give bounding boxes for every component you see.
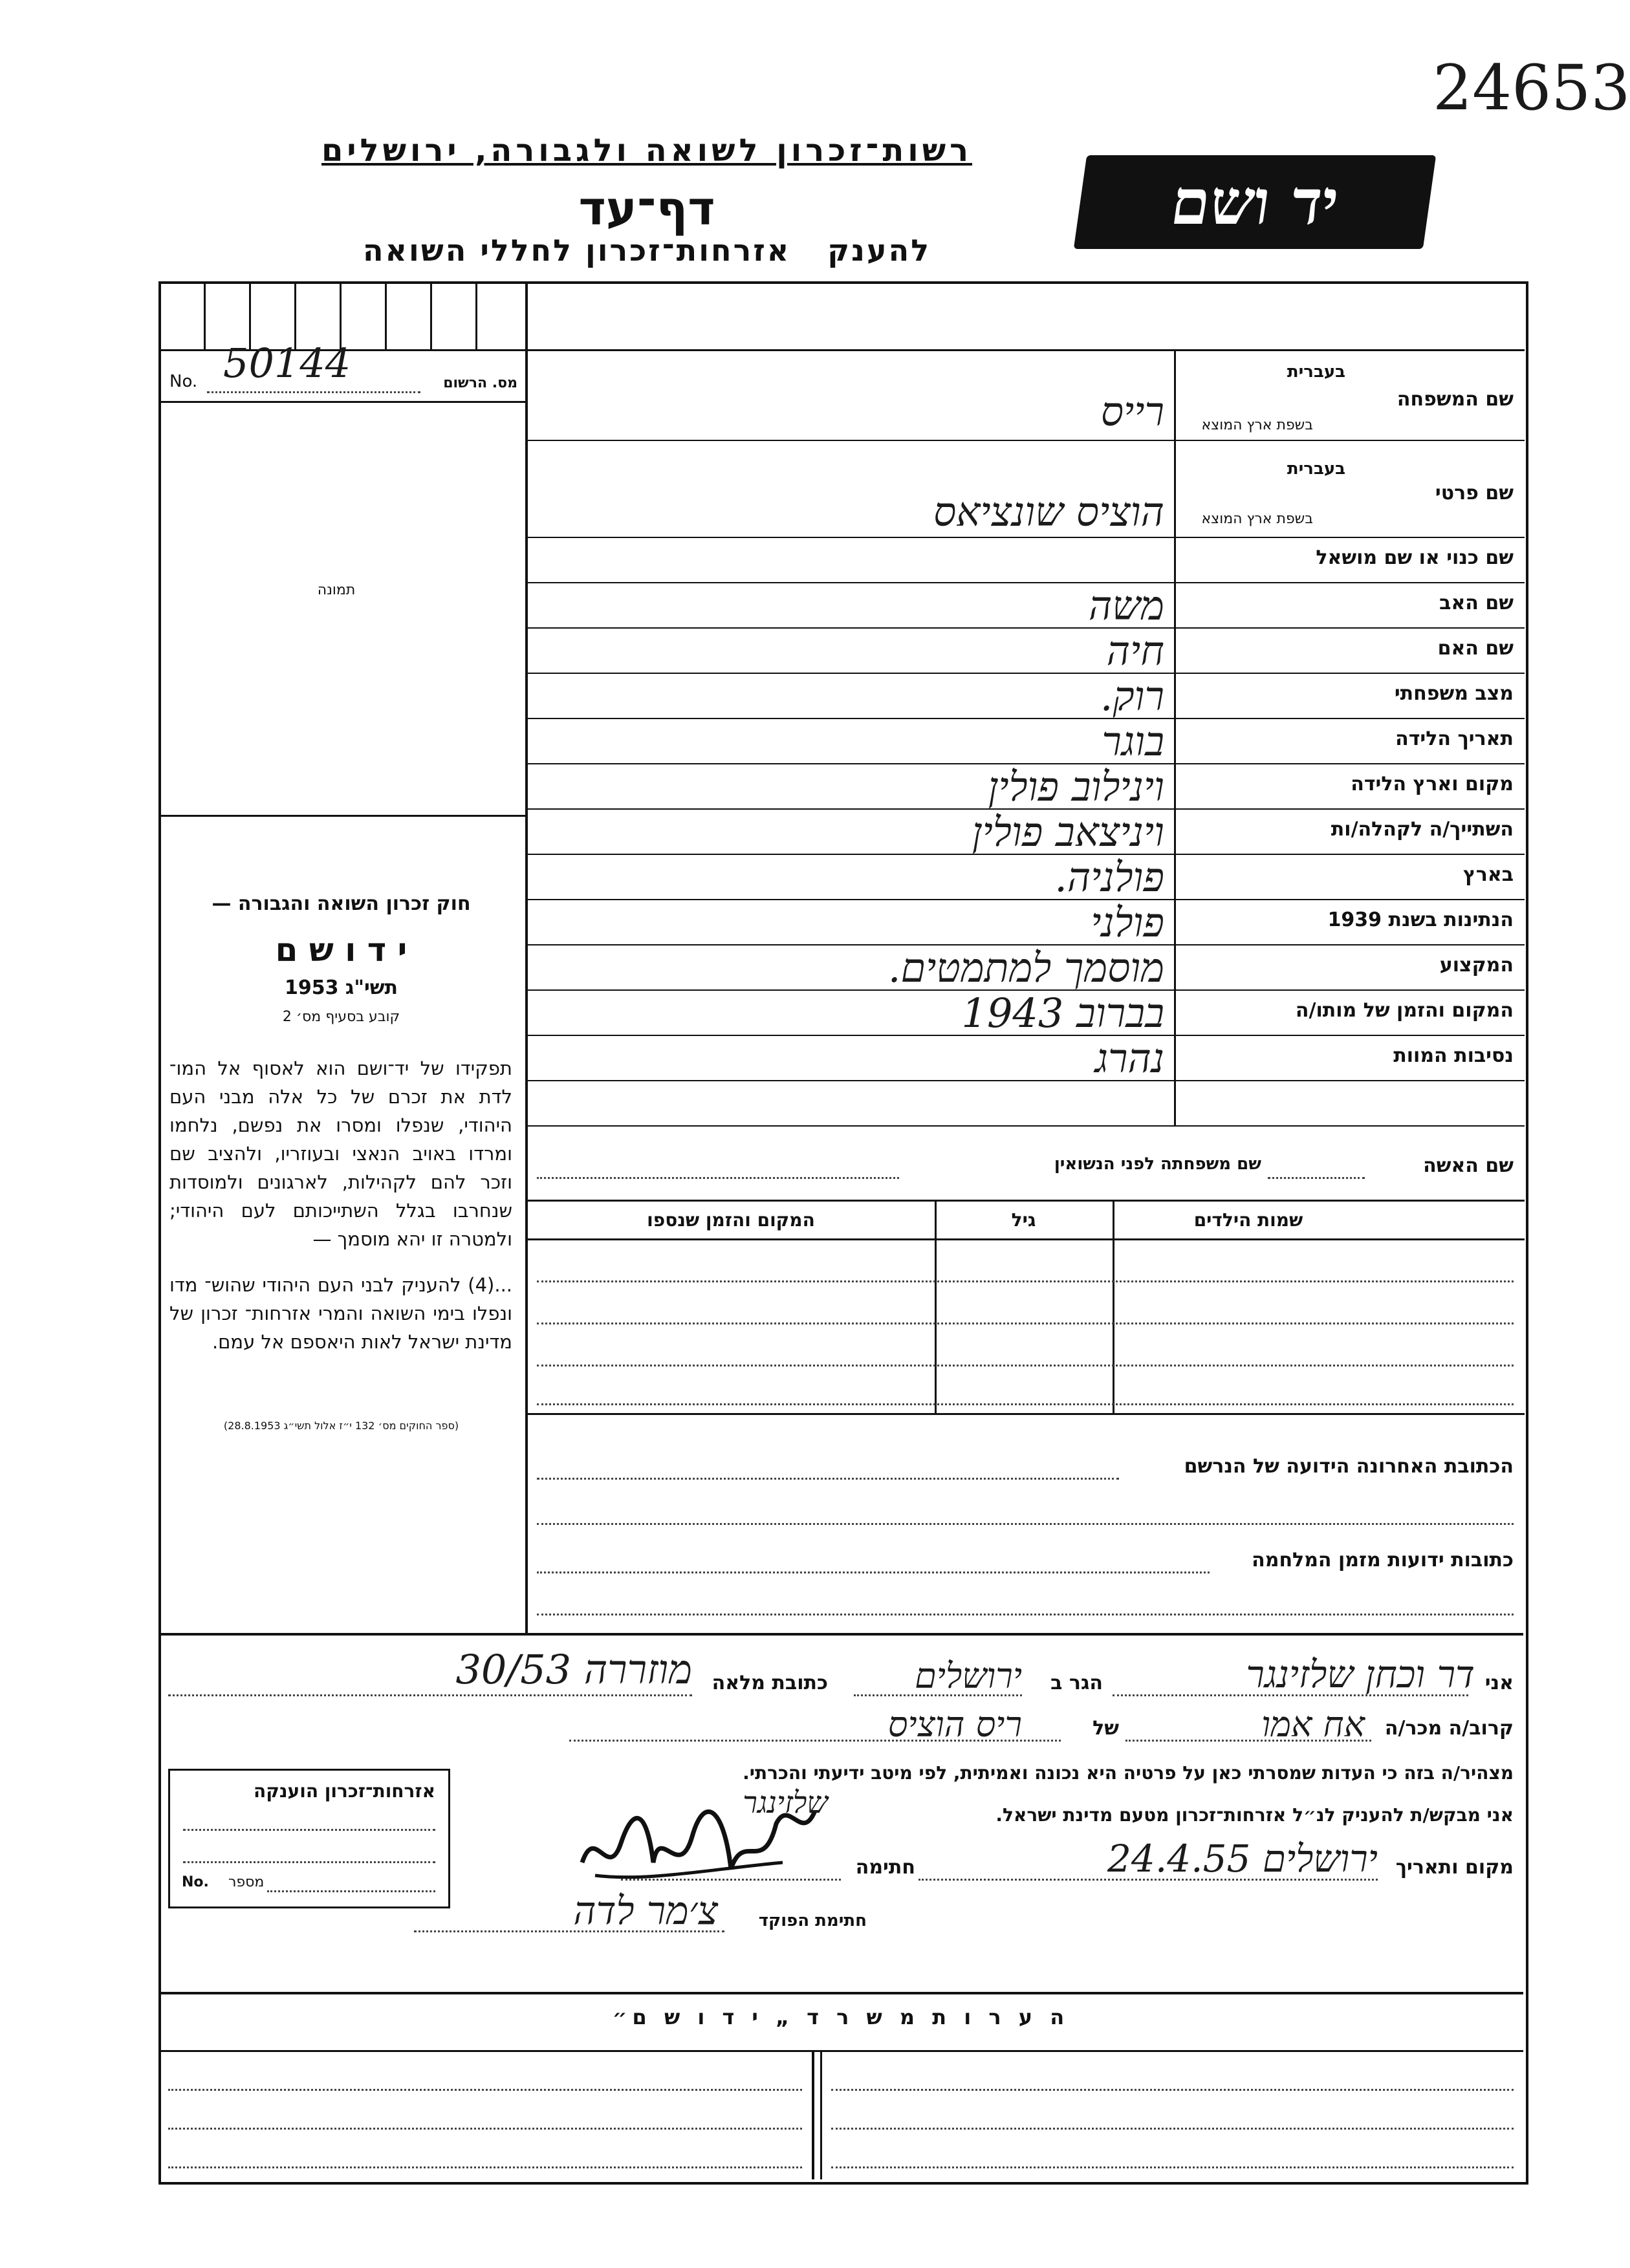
law-paragraph-1: תפקידו של יד־ושם הוא לאסוף אל המו־ לדת את זכרם של כל אלה מבני העם היהודי, שנפלו ומסרו את נפשם, נלחמו ומרדו באויב הנאצי ובעוזריו, ולהציב שם וזכר להם לקהילות, לארגונים ולמוסדות שנחרבו בגלל השתייכותם לעם היהודי; ולמטרה זו יהא מוסמך — bbox=[169, 1057, 512, 1250]
death-place-label: המקום והזמן של מותו/ה bbox=[1295, 999, 1514, 1022]
signature bbox=[569, 1785, 828, 1895]
citizenship-granted-title: אזרחות־זכרון הוענקה bbox=[254, 1780, 435, 1802]
decl-statement: מצהיר/ה בזה כי העדות שמסרתי כאן על פרטיה היא נכונה ואמיתית, לפי מיטב ידיעתי והכרתי. bbox=[743, 1762, 1514, 1784]
death-place-value: בברוב 1943 bbox=[961, 989, 1164, 1037]
family-name-value: רייס bbox=[1100, 388, 1164, 435]
family-origin-label: בשפת ארץ המוצא bbox=[1201, 417, 1313, 433]
form-subtitle: להענק אזרחות־זכרון לחללי השואה bbox=[362, 233, 931, 268]
registration-number: 50144 bbox=[223, 340, 351, 387]
law-citation: (ספר החוקים מס׳ 132 י״ז אלול תשי״ג 28.8.1953) bbox=[223, 1420, 459, 1432]
marital-label: מצב משפחתי bbox=[1394, 682, 1514, 705]
children-names-header: שמות הילדים bbox=[1193, 1209, 1303, 1231]
law-paragraph-2: ...(4) להעניק לבני העם היהודי שהוש־ מדו ונפלו בימי השואה והמרי אזרחות־ זכרון של מדינת ישראל לאות היאספם אל עמם. bbox=[169, 1274, 512, 1353]
officer-signature-label: חתימת הפוקד bbox=[758, 1911, 867, 1930]
family-hebrew-label: בעברית bbox=[1287, 362, 1345, 382]
law-title: חוק זכרון השואה והגבורה — bbox=[212, 892, 471, 915]
birth-place-label: מקום וארץ הלידה bbox=[1351, 773, 1514, 795]
marital-value: רוק. bbox=[1100, 673, 1164, 720]
law-name: י ד ו ש ם bbox=[275, 931, 408, 969]
father-value: משה bbox=[1089, 582, 1164, 629]
spouse-maiden-label: שם משפחתה לפני הנשואין bbox=[1054, 1154, 1261, 1174]
yad-vashem-logo bbox=[1074, 155, 1436, 249]
officer-signature-value: צ׳מר לדה bbox=[573, 1888, 718, 1934]
decl-place-date-value: ירושלים 24.4.55 bbox=[1107, 1837, 1378, 1881]
family-name-label: שם המשפחה bbox=[1396, 388, 1514, 411]
death-circumstances-label: נסיבות המוות bbox=[1393, 1044, 1514, 1067]
children-place-header: המקום והזמן שנספו bbox=[647, 1209, 815, 1231]
children-age-header: גיל bbox=[1011, 1209, 1036, 1231]
law-clause: קובע בסעיף מס׳ 2 bbox=[282, 1009, 400, 1025]
photo-label: תמונה bbox=[317, 582, 356, 598]
citizenship-num-label: מספר bbox=[228, 1874, 265, 1890]
profession-label: המקצוע bbox=[1439, 954, 1514, 977]
citizenship-1939-label: הנתינות בשנת 1939 bbox=[1327, 909, 1514, 931]
decl-residing-value: ירושלים bbox=[915, 1656, 1022, 1696]
last-address-label: הכתובת האחרונה הידועה של הנרשם bbox=[1184, 1455, 1514, 1478]
spouse-label: שם האשה bbox=[1423, 1154, 1514, 1177]
law-year: תשי"ג 1953 bbox=[284, 977, 398, 999]
decl-signature-label: חתימה bbox=[855, 1856, 915, 1879]
country-label: בארץ bbox=[1462, 863, 1514, 886]
first-origin-label: בשפת ארץ המוצא bbox=[1201, 511, 1313, 527]
birth-date-label: תאריך הלידה bbox=[1395, 728, 1514, 750]
decl-residing-label: הגר ב bbox=[1050, 1672, 1103, 1694]
decl-i-label: אני bbox=[1484, 1672, 1514, 1694]
decl-place-date-label: מקום ותאריך bbox=[1395, 1856, 1514, 1879]
citizenship-1939-value: פולני bbox=[1091, 899, 1164, 946]
country-value: פולניה. bbox=[1054, 854, 1164, 901]
registration-label: מס. הרשום bbox=[443, 375, 517, 391]
citizenship-no-label: No. bbox=[182, 1874, 209, 1890]
death-circumstances-value: נהרג bbox=[1094, 1035, 1164, 1082]
father-label: שם האב bbox=[1439, 592, 1514, 614]
decl-address-label: כתובת מלאה bbox=[712, 1672, 828, 1694]
decl-relative-label: קרוב/ה מכר/ה bbox=[1384, 1717, 1514, 1740]
decl-i-value: דר וכחן שלזינגר bbox=[1246, 1652, 1475, 1696]
community-label: השתייך/ה לקהלה/ות bbox=[1331, 818, 1514, 841]
first-name-value: הוציס שונציאס bbox=[933, 488, 1164, 535]
profession-value: מוסמך למתמטים. bbox=[887, 944, 1164, 991]
mother-value: חיה bbox=[1106, 627, 1164, 675]
decl-relative-value: אח אמו bbox=[1261, 1704, 1365, 1745]
signature-text: שלזינגר bbox=[743, 1785, 828, 1820]
form-title: דף־עד bbox=[578, 181, 715, 235]
first-hebrew-label: בעברית bbox=[1287, 459, 1345, 479]
decl-request: אני מבקש/ת להעניק לנ״ל אזרחות־זכרון מטעם מדינת ישראל. bbox=[995, 1804, 1514, 1826]
mother-label: שם האם bbox=[1437, 637, 1514, 660]
office-notes-title: ה ע ר ו ת מ ש ר ד „ י ד ו ש ם״ bbox=[612, 2005, 1070, 2029]
nickname-label: שם כנוי או שם מושאל bbox=[1316, 546, 1514, 569]
first-name-label: שם פרטי bbox=[1435, 482, 1514, 504]
decl-of-value: ריס הוציס bbox=[887, 1704, 1022, 1745]
wartime-address-label: כתובות ידועות מזמן המלחמה bbox=[1252, 1549, 1514, 1571]
birth-date-value: בוגר bbox=[1102, 718, 1164, 765]
authority-title: רשות־זכרון לשואה ולגבורה, ירושלים bbox=[321, 133, 973, 169]
community-value: ויניצאב פולין bbox=[972, 808, 1164, 856]
citizenship-granted-box bbox=[168, 1769, 450, 1908]
decl-of-label: של bbox=[1092, 1717, 1119, 1740]
registration-no-label: No. bbox=[169, 372, 198, 391]
birth-place-value: וינילוב פולין bbox=[988, 763, 1164, 810]
logo-text: יד ושם bbox=[1166, 166, 1343, 239]
decl-address-value: מוזררה 30/53 bbox=[455, 1646, 692, 1693]
archive-number: 24653 bbox=[1433, 52, 1630, 124]
